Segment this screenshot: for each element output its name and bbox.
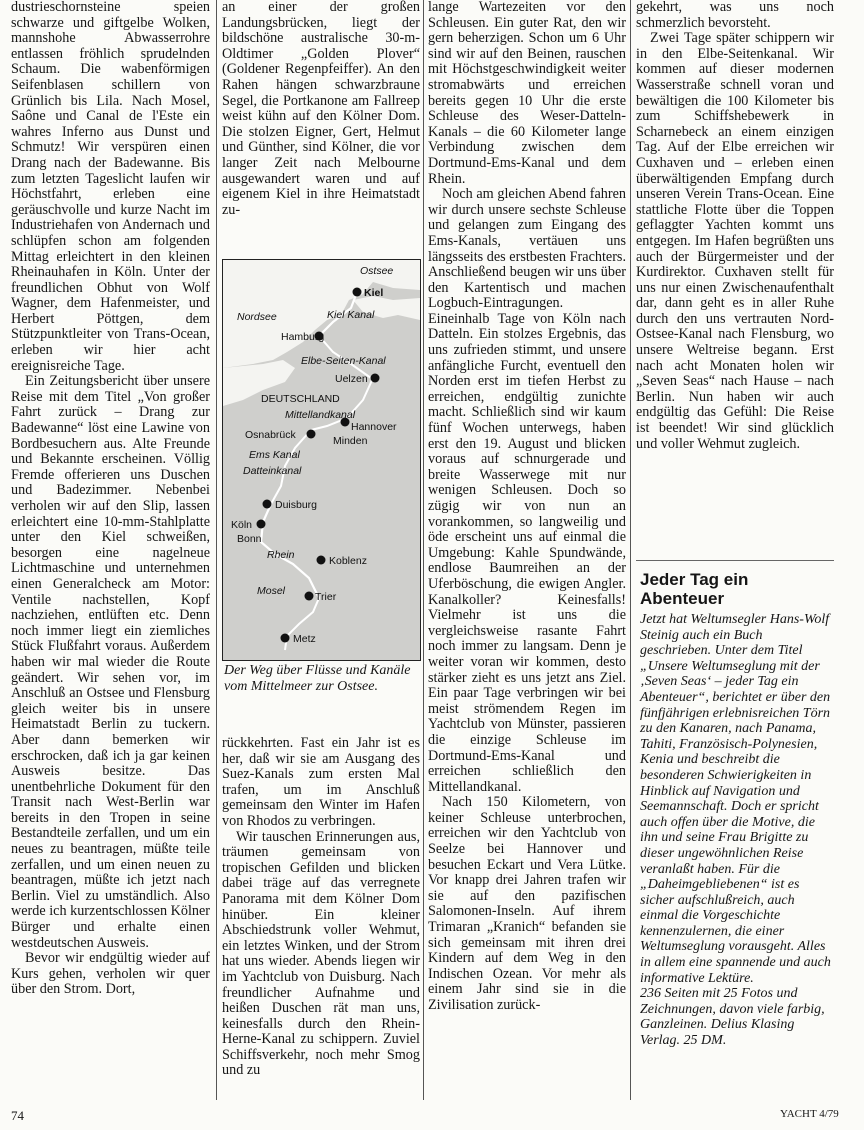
magazine-issue: YACHT 4/79 — [780, 1108, 839, 1120]
sidebar-heading: Jeder Tag ein Abenteuer — [640, 570, 749, 608]
map-label-metz: Metz — [293, 633, 316, 645]
paragraph: Noch am gleichen Abend fahren wir durch unsere sechste Schleuse und gelangen zum Eingang des Ems-Kanals, vertäuen uns längsseits des erstbesten Frachters. Anschließend beugen wir uns über den Kartentisch und machen Logbuch-Eintragungen. Eineinhalb Tage von Köln nach Datteln. Ein stolzes Ergebnis, das uns zufrieden stimmt, und unsere anfängliche Furcht, eventuell den Norden erst im tiefen Herbst zu erreichen, endgültig zunichte macht. Schließlich sind wir kaum fünf Wochen unterwegs, haben erst den 19. August und blicken voraus auf schnurgerade und breite Wasserwege mit nur wenigen Schleusen. Doch so zügig wir von nun an vorankommen, so langweilig und öde erscheint uns auf einmal die Umgebung: Kahle Spundwände, endlose Baumreihen an der Uferböschung, die ewigen Angler. Kanalkoller? Keinesfalls! Vielmehr ist uns die vergleichsweise rasante Fahrt noch immer zu langsam. Denn je weiter voran wir kommen, desto stärker zieht es uns jetzt ans Ziel. Ein paar Tage verbringen wir bei meist strömendem Regen im Yachtclub von Münster, passieren die einzige Schleuse im Dortmund-Ems-Kanal und erreichen schließlich den Mittellandkanal. — [428, 186, 626, 795]
map-label-mittellandkanal: Mittellandkanal — [285, 409, 356, 421]
column-divider — [216, 0, 217, 1100]
map-dot-trier — [305, 592, 314, 601]
paragraph: Wir tauschen Erinnerungen aus, träumen gemeinsam von tropischen Gefilden und blicken dabei träge auf das verregnete Panorama mit dem Kölner Dom hinüber. Ein kleiner Abschiedstrunk voller Wehmut, ein letztes Winken, und der Strom hat uns wieder. Abends liegen wir im Yachtclub von Duisburg. Nach freundlicher Aufnahme und heißen Duschen rät man uns, keinesfalls durch den Rhein-Herne-Kanal zu schippern. Zuviel Schiffsverkehr, noch mehr Smog und zu — [222, 828, 420, 1079]
map-label-rhein: Rhein — [267, 549, 295, 561]
article-column-4 — [636, 0, 834, 452]
map-label-mosel: Mosel — [257, 585, 286, 597]
map-label-deutschland: DEUTSCHLAND — [261, 393, 340, 405]
column-divider — [630, 0, 631, 1100]
map-label-duisburg: Duisburg — [275, 499, 318, 511]
map-dot-uelzen — [371, 374, 380, 383]
page-number: 74 — [11, 1108, 24, 1123]
map-label-trier: Trier — [315, 591, 337, 603]
map-label-osnabrueck: Osnabrück — [245, 429, 296, 441]
map-label-nordsee: Nordsee — [237, 311, 277, 323]
map-label-datteln-kanal: Datteinkanal — [243, 465, 302, 477]
paragraph: Ein Zeitungsbericht über unsere Reise mit dem Titel „Von großer Fahrt zurück – Drang zur Badewanne“ löst eine Lawine von Bordbesuchern aus. Alte Freunde und Bekannte erscheinen. Völlig Fremde offerieren uns Duschen und Badezimmer. Nebenbei verholen wir auf den Slip, lassen erleichtert eine 10-mm-Stahlplatte unter den Kiel schweißen, besorgen eine nagelneue Lichtmaschine und unternehmen einen Generalcheck am Motor: Ventile nachstellen, Kopf nachziehen, entlüften etc. Denn noch immer liegt ein ziemliches Stück Flußfahrt voraus. Außerdem haben wir mal wieder die Route geändert. Wir sehen vor, im Anschluß an Ostsee und Flensburg gleich weiter bis in unsere Heimatstadt Berlin zu tuckern. Aber dann bemerken wir erschrocken, daß ich ja gar keinen Ausweis besitze. Das unentbehrliche Dokument für den Transit nach West-Berlin war bereits in den Tropen in seine Bestandteile zerfallen, und um ein neues zu beantragen, müßte teile zerfallen, und um einen neuen zu beantragen, müßte ich jetzt nach Berlin. Viel zu umständlich. Also werde ich kurzentschlossen Kölner Bürger und erhalte einen westdeutschen Ausweis. — [11, 373, 210, 951]
map-label-kiel: Kiel — [364, 287, 384, 299]
article-column-2 — [222, 0, 420, 218]
article-column-3 — [428, 0, 626, 1014]
paragraph: lange Wartezeiten vor den Schleusen. Ein guter Rat, den wir gern beherzigen. Schon um 6 Uhr sind wir auf den Beinen, rauschen mit Höchstgeschwindigkeit weiter stromabwärts und erreichen bereits gegen 10 Uhr die erste Schleuse des Weser-Datteln-Kanals – die 60 Kilometer lange Verbindung zwischen dem Dortmund-Ems-Kanal und dem Rhein. — [428, 0, 626, 187]
map-dot-koeln — [257, 520, 266, 529]
article-column-1 — [11, 0, 210, 998]
map-label-koblenz: Koblenz — [329, 555, 367, 567]
map-label-koeln: Köln — [231, 519, 253, 531]
map-label-ostsee: Ostsee — [360, 265, 394, 277]
article-column-2-lower — [222, 736, 420, 1079]
paragraph: gekehrt, was uns noch schmerzlich bevorsteht. — [636, 0, 834, 31]
route-map — [222, 259, 421, 661]
map-label-hannover: Hannover — [351, 421, 397, 433]
paragraph: dustrieschornsteine speien schwarze und giftgelbe Wolken, mannshohe Abwasserrohre entlassen fröhlich sprudelnden Schaum. Die wabenförmigen Seifenblasen schillern von Grünlich bis Lila. Nach Mosel, Saône und Canal de l'Este ein wahres Inferno aus Dunst und Schmutz! Wir verspüren einen Drang nach der Badewanne. Bis zum letzten Tageslicht laufen wir Höchstfahrt, erleben eine geräuschvolle und kurze Nacht im Industriehafen von Andernach und schlüpfen schon am folgenden Mittag erleichtert in den kleinen Rheinauhafen in Köln. Unter der freundlichen Obhut von Wolf Wagner, dem Hafenmeister, und Herbert Pöttgen, dem Stützpunktleiter von Trans-Ocean, erleben wir hier acht ereignisreiche Tage. — [11, 0, 210, 374]
paragraph: Zwei Tage später schippern wir in den Elbe-Seitenkanal. Wir kommen auf dieser modernen Wasserstraße schnell voran und bewältigen die 100 Kilometer bis zum Schiffshebewerk in Scharnebeck an einem einzigen Tag. Auf der Elbe erreichen wir Cuxhaven und – erleben einen überwältigenden Empfang durch unseren Verein Trans-Ocean. Eine stattliche Flotte über die Toppen geflaggter Yachten kommt uns entgegen. Im Hafen begrüßten uns auch der Bürgermeister und der Kurdirektor. Cuxhaven stellt für uns nur einen Zwischenaufenthalt dar, dann geht es in aller Ruhe durch den uns vertrauten Nord-Ostsee-Kanal nach Flensburg, wo unsere Weltreise begann. Erst nach acht Monaten holen wir „Seven Seas“ nach Hause – nach Berlin. Nun haben wir auch endgültig das Gefühl: Die Reise ist beendet! Wir sind glücklich und voller Wehmut zugleich. — [636, 30, 834, 452]
map-label-uelzen: Uelzen — [335, 373, 368, 385]
route-map-graphic — [223, 260, 420, 660]
map-dot-duisburg — [263, 500, 272, 509]
map-label-minden: Minden — [333, 435, 368, 447]
paragraph: Bevor wir endgültig wieder auf Kurs gehen, verholen wir quer über den Strom. Dort, — [11, 950, 210, 998]
map-label-elbe-seiten-kanal: Elbe-Seiten-Kanal — [301, 355, 386, 367]
map-label-hamburg: Hamburg — [281, 331, 325, 343]
map-caption: Der Weg über Flüsse und Kanäle vom Mittelmeer zur Ostsee. — [224, 663, 411, 694]
map-dot-kiel — [353, 288, 362, 297]
sidebar-text: Jetzt hat Weltumsegler Hans-Wolf Steinig auch ein Buch geschrieben. Unter dem Titel „Unsere Weltumseglung mit der ‚Seven Seas‘ – jeder Tag ein Abenteuer“, berichtet er über den fünfjährigen erlebnisreichen Törn zu den Kanaren, nach Panama, Tahiti, Französisch-Polynesien, Kenia und beschreibt die besonderen Schwierigkeiten in Hinblick auf Navigation und Seemannschaft. Doch er spricht auch offen über die Motive, die ihn und seine Frau Brigitte zu dieser ungewöhnlichen Reise veranlaßt haben. Für die „Daheimgebliebenen“ ist es sicher aufschlußreich, auch einmal die Vorgeschichte kennenzulernen, die einer Weltumseglung vorausgeht. Alles in allem eine spannende und auch informative Lektüre. — [640, 612, 831, 986]
book-sidebar — [636, 566, 834, 1049]
map-label-kiel-kanal: Kiel Kanal — [327, 309, 375, 321]
map-dot-osnabrueck — [307, 430, 316, 439]
paragraph: Nach 150 Kilometern, von keiner Schleuse unterbrochen, erreichen wir den Yachtclub von Seelze bei Hannover und besuchen Eckart und Vera Lütke. Vor knapp drei Jahren trafen wir sie auf den pazifischen Salomonen-Inseln. Auf ihrem Trimaran „Kranich“ befanden sie sich gemeinsam mit ihren drei Kindern auf dem Weg in den Indischen Ozean. Vor mehr als einem Jahr sind sie in die Zivilisation zurück- — [428, 794, 626, 1013]
sidebar-divider — [636, 560, 834, 561]
map-dot-metz — [281, 634, 290, 643]
sidebar-details: 236 Seiten mit 25 Fotos und Zeichnungen, davon viele farbig, Ganzleinen. Delius Klasing Verlag. 25 DM. — [640, 986, 825, 1049]
column2-upper-text: an einer der großen Landungsbrücken, liegt der bildschöne australische 30-m-Oldtimer „Golden Plover“ (Goldener Regenpfeiffer). An den Rahen hängen schwarzbraune Segel, die Portkanone am Fallreep weist kühn auf den Kölner Dom. Die stolzen Eigner, Gert, Helmut und Günther, sind Kölner, die vor langer Zeit nach Melbourne ausgewandert waren und auf eigenem Kiel in ihre Heimatstadt zu- — [222, 0, 420, 218]
map-dot-koblenz — [317, 556, 326, 565]
column-divider — [423, 0, 424, 1100]
paragraph: rückkehrten. Fast ein Jahr ist es her, daß wir sie am Ausgang des Suez-Kanals zum ersten Mal trafen, um im Anschluß gemeinsam den Winter im Hafen von Rhodos zu verbringen. — [222, 735, 420, 829]
map-label-bonn: Bonn — [237, 533, 262, 545]
map-label-ems-kanal: Ems Kanal — [249, 449, 300, 461]
sidebar-body — [640, 612, 834, 1049]
